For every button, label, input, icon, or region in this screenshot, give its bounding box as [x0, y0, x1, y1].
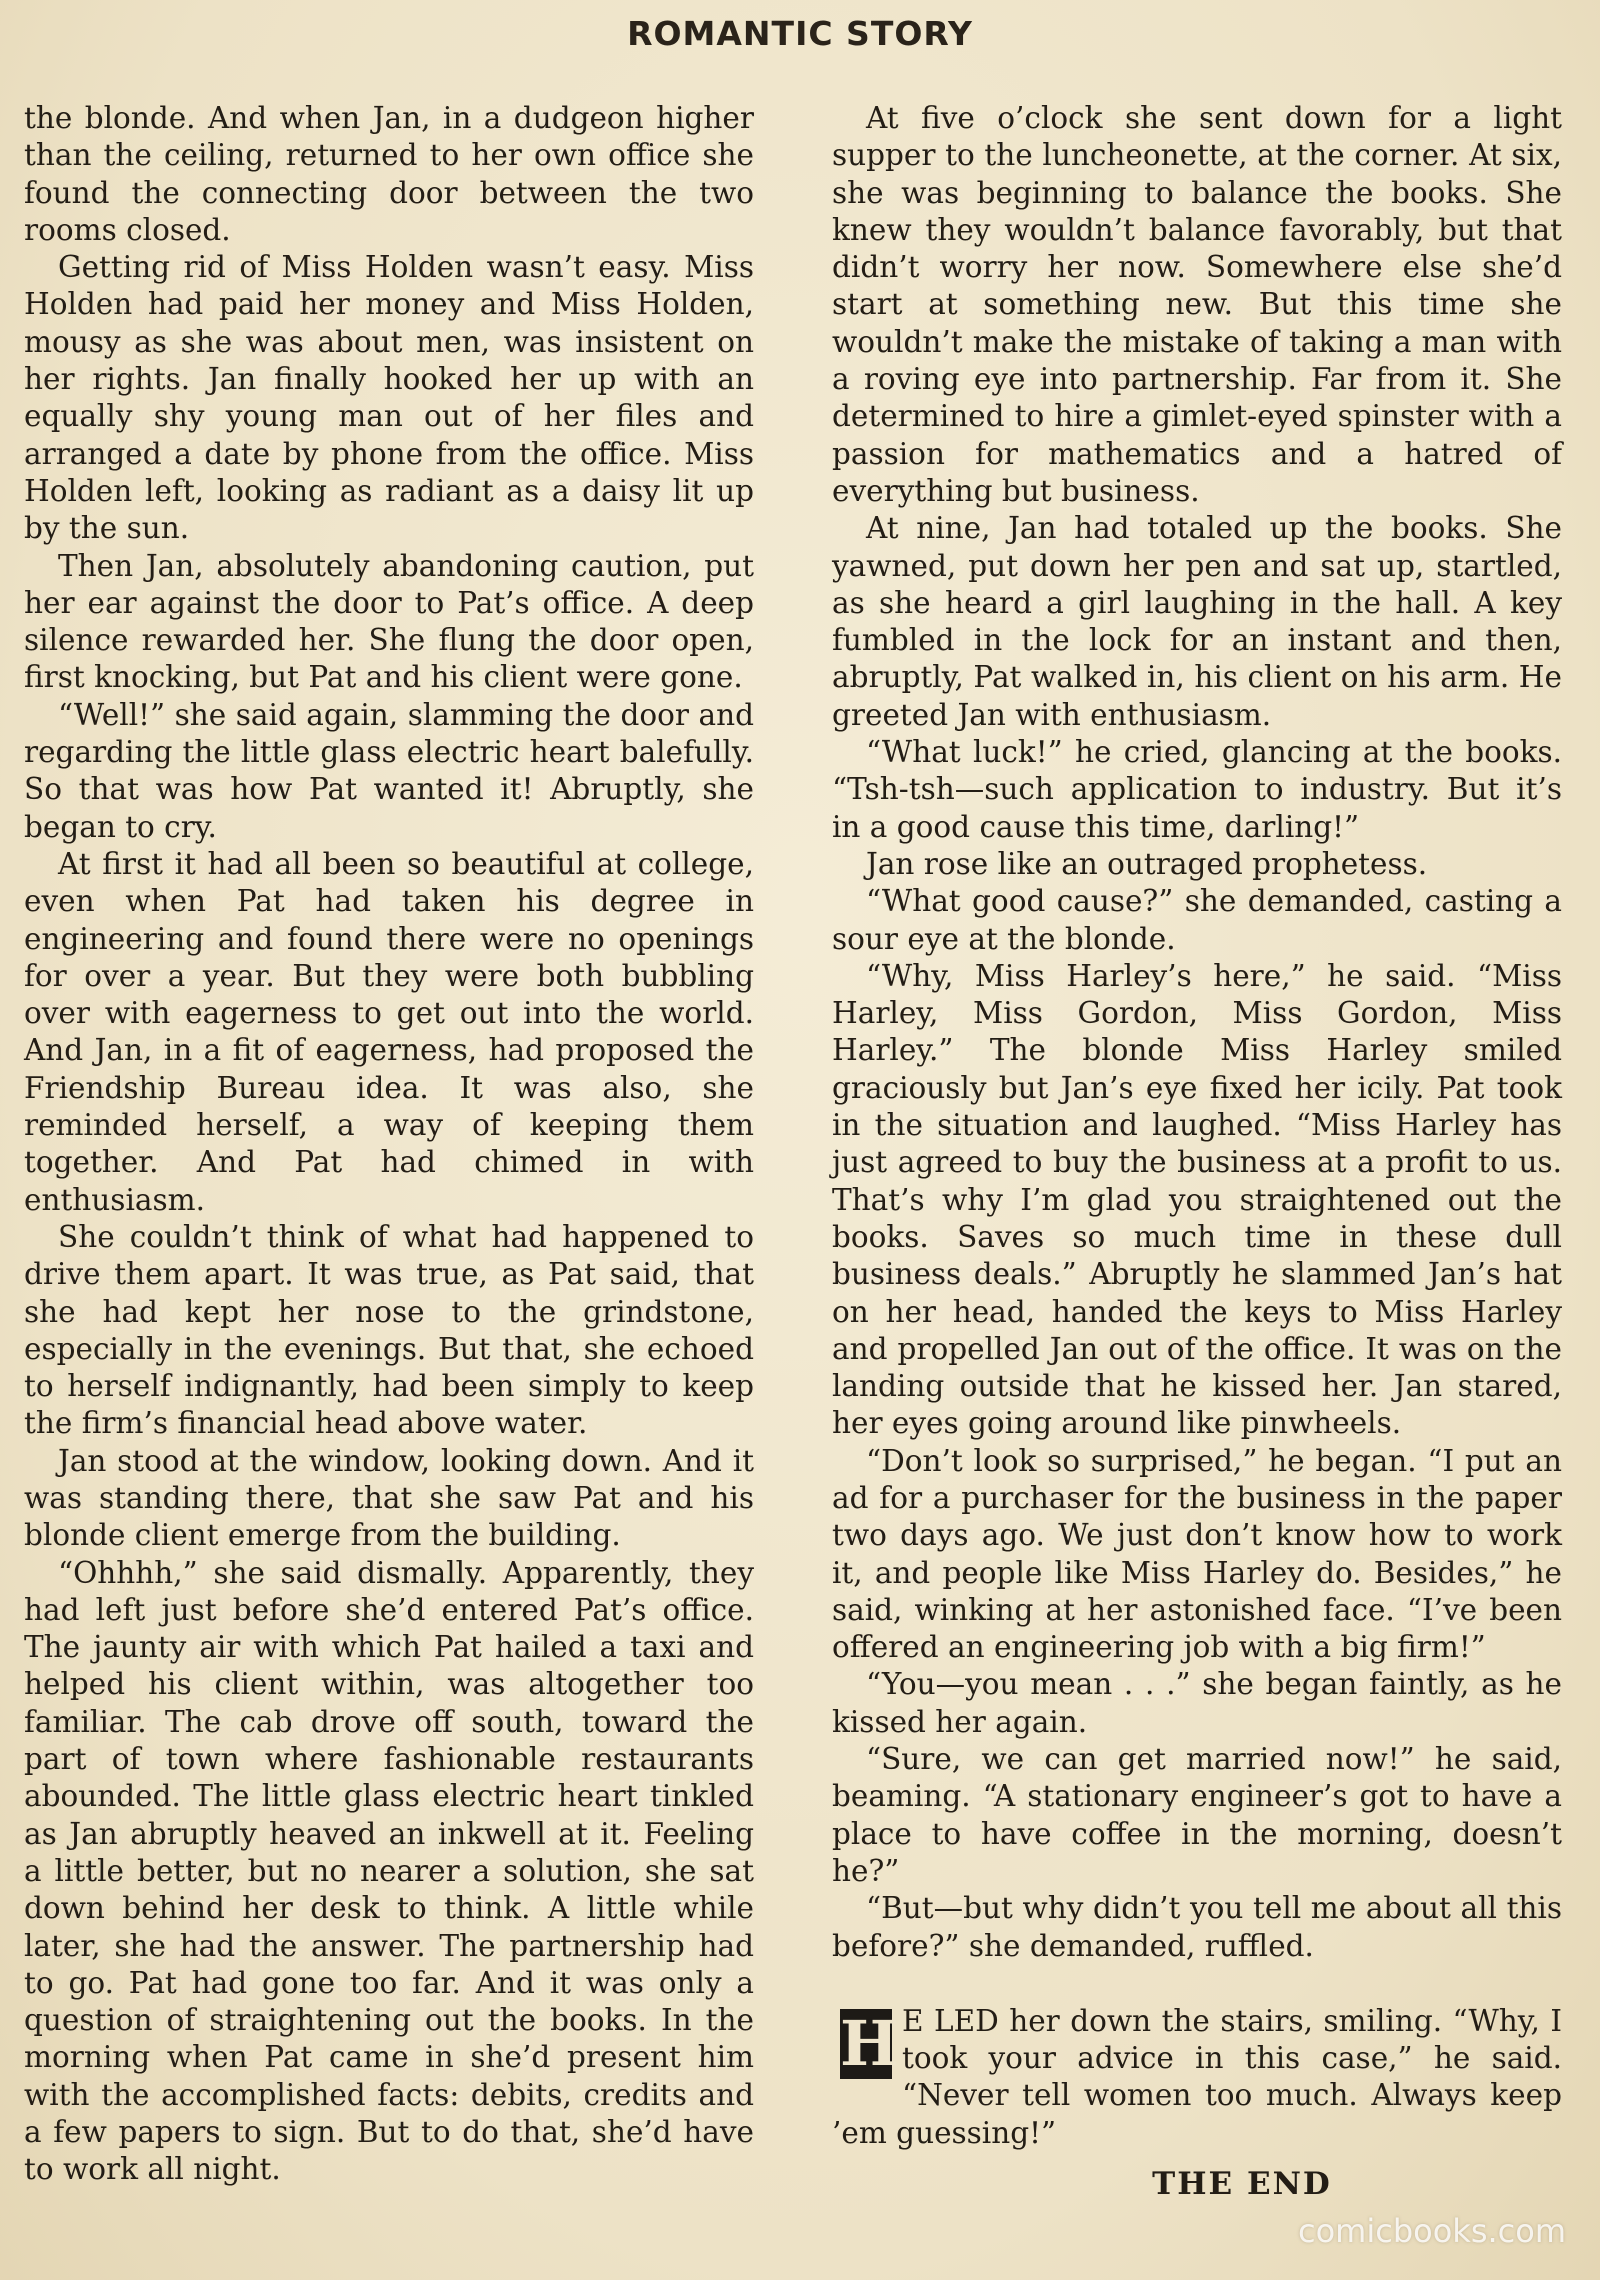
paragraph: “Ohhhh,” she said dismally. Apparently, they had left just before she’d entered Pat’s office. The jaunty air with which Pat hailed a taxi and helped his client within, was altogether too familiar. The cab drove off south, toward the part of town where fashionable restaurants abounded. The little glass electric heart tinkled as Jan abruptly heaved an inkwell at it. Feeling a little better, but no nearer a solution, she sat down behind her desk to think. A little while later, she had the answer. The partnership had to go. Pat had gone too far. And it was only a question of straightening out the books. In the morning when Pat came in she’d present him with the accomplished facts: debits, credits and a few papers to sign. But to do that, she’d have to work all night.: [24, 1555, 754, 2187]
closing-text: E LED her down the stairs, smiling. “Why, I took your advice in this case,” he said. “Never tell women too much. Always keep ’em guessing!”: [832, 2003, 1562, 2150]
paragraph: “Why, Miss Harley’s here,” he said. “Miss Harley, Miss Gordon, Miss Gordon, Miss Harley.” The blonde Miss Harley smiled graciously but Jan’s eye fixed her icily. Pat took in the situation and laughed. “Miss Harley has just agreed to buy the business at a profit to us. That’s why I’m glad you straightened out the books. Saves so much time in these dull business deals.” Abruptly he slammed Jan’s hat on her head, handed the keys to Miss Harley and propelled Jan out of the office. It was on the landing outside that he kissed her. Jan stared, her eyes going around like pinwheels.: [832, 958, 1562, 1441]
paragraph: At five o’clock she sent down for a light supper to the luncheonette, at the corner. At six, she was beginning to balance the books. She knew they wouldn’t balance favorably, but that didn’t worry her now. Somewhere else she’d start at something new. But this time she wouldn’t make the mistake of taking a man with a roving eye into partnership. Far from it. She determined to hire a gimlet-eyed spinster with a passion for mathematics and a hatred of everything but business.: [832, 101, 1562, 508]
paragraph: “What good cause?” she demanded, casting a sour eye at the blonde.: [832, 884, 1562, 956]
paragraph: “Well!” she said again, slamming the door and regarding the little glass electric heart balefully. So that was how Pat wanted it! Abruptly, she began to cry.: [24, 697, 754, 844]
paragraph: Then Jan, absolutely abandoning caution, put her ear against the door to Pat’s office. A deep silence rewarded her. She flung the door open, first knocking, but Pat and his client were gone.: [24, 548, 754, 695]
paragraph: Jan rose like an outraged prophetess.: [866, 846, 1428, 881]
paragraph: the blonde. And when Jan, in a dudgeon higher than the ceiling, returned to her own office she found the connecting door between the two rooms closed.: [24, 101, 754, 247]
section-break: [832, 1965, 1562, 2003]
the-end: THE END: [1152, 2166, 1332, 2203]
paragraph: At nine, Jan had totaled up the books. She yawned, put down her pen and sat up, startled, as she heard a girl laughing in the hall. A key fumbled in the lock for an instant and then, abruptly, Pat walked in, his client on his arm. He greeted Jan with enthusiasm.: [832, 511, 1562, 732]
watermark: comicbooks.com: [1297, 2212, 1566, 2250]
paragraph: “Sure, we can get married now!” he said, beaming. “A stationary engineer’s got to have a place to have coffee in the morning, doesn’t he?”: [832, 1742, 1562, 1888]
right-column: [832, 100, 1562, 2203]
drop-cap: H: [840, 2006, 899, 2080]
closing-paragraph: [832, 2003, 1562, 2152]
paragraph: “Don’t look so surprised,” he began. “I put an ad for a purchaser for the business in the paper two days ago. We just don’t know how to work it, and people like Miss Harley do. Besides,” he said, winking at her astonished face. “I’ve been offered an engineering job with a big firm!”: [832, 1443, 1562, 1665]
paragraph: She couldn’t think of what had happened to drive them apart. It was true, as Pat said, that she had kept her nose to the grindstone, especially in the evenings. But that, she echoed to herself indignantly, had been simply to keep the firm’s financial head above water.: [24, 1219, 754, 1441]
paragraph: “What luck!” he cried, glancing at the books. “Tsh-tsh—such application to industry. But it’s in a good cause this time, darling!”: [832, 735, 1562, 844]
running-title: ROMANTIC STORY: [627, 14, 973, 53]
paragraph: At first it had all been so beautiful at college, even when Pat had taken his degree in engineering and found there were no openings for over a year. But they were both bubbling over with eagerness to get out into the world. And Jan, in a fit of eagerness, had proposed the Friendship Bureau idea. It was also, she reminded herself, a way of keeping them together. And Pat had chimed in with enthusiasm.: [24, 846, 754, 1217]
paragraph: “You—you mean . . .” she began faintly, as he kissed her again.: [832, 1667, 1562, 1739]
paragraph: “But—but why didn’t you tell me about all this before?” she demanded, ruffled.: [832, 1891, 1562, 1963]
paragraph: Getting rid of Miss Holden wasn’t easy. Miss Holden had paid her money and Miss Holden, mousy as she was about men, was insistent on her rights. Jan finally hooked her up with an equally shy young man out of her files and arranged a date by phone from the office. Miss Holden left, looking as radiant as a daisy lit up by the sun.: [24, 250, 754, 546]
left-column: [24, 100, 754, 2189]
paragraph: Jan stood at the window, looking down. And it was standing there, that she saw Pat and his blonde client emerge from the building.: [24, 1443, 754, 1553]
